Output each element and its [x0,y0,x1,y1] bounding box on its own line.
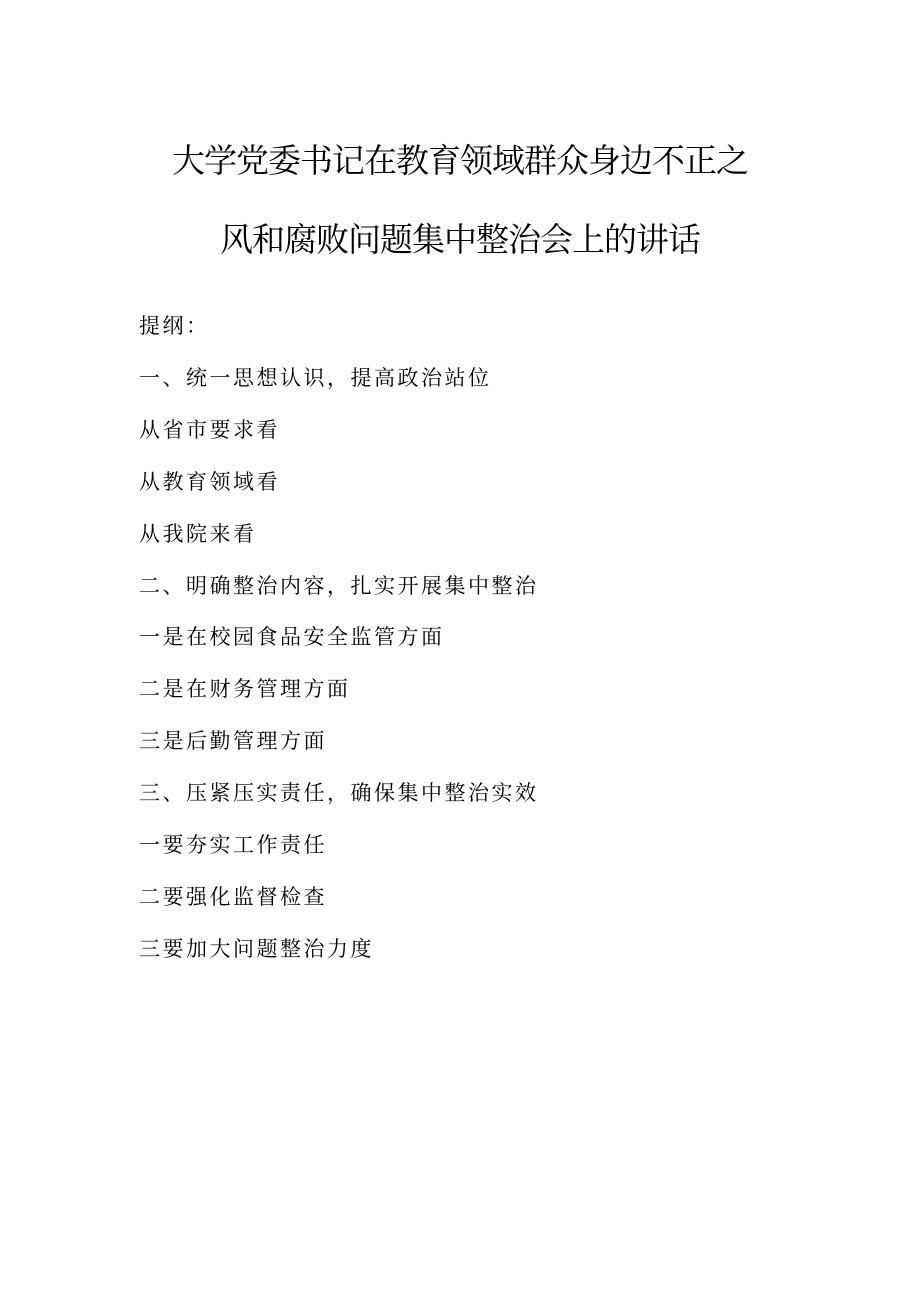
outline-label: 提纲： [139,314,210,338]
document-title-line-1: 大学党委书记在教育领域群众身边不正之 [172,141,748,180]
outline-item: 一要夯实工作责任 [139,833,327,857]
outline-section-heading: 三、压紧压实责任，确保集中整治实效 [139,781,539,805]
outline-item: 三是后勤管理方面 [139,729,327,753]
outline-item: 二要强化监督检查 [139,885,327,909]
outline-item: 三要加大问题整治力度 [139,937,374,961]
outline-item: 从省市要求看 [139,418,280,442]
outline-section-heading: 二、明确整治内容，扎实开展集中整治 [139,574,539,598]
outline-item: 从教育领域看 [139,470,280,494]
outline-item: 一是在校园食品安全监管方面 [139,625,445,649]
outline-item: 从我院来看 [139,522,257,546]
document-title-line-2: 风和腐败问题集中整治会上的讲话 [220,220,700,259]
outline-item: 二是在财务管理方面 [139,677,351,701]
outline-section-heading: 一、统一思想认识，提高政治站位 [139,366,492,390]
